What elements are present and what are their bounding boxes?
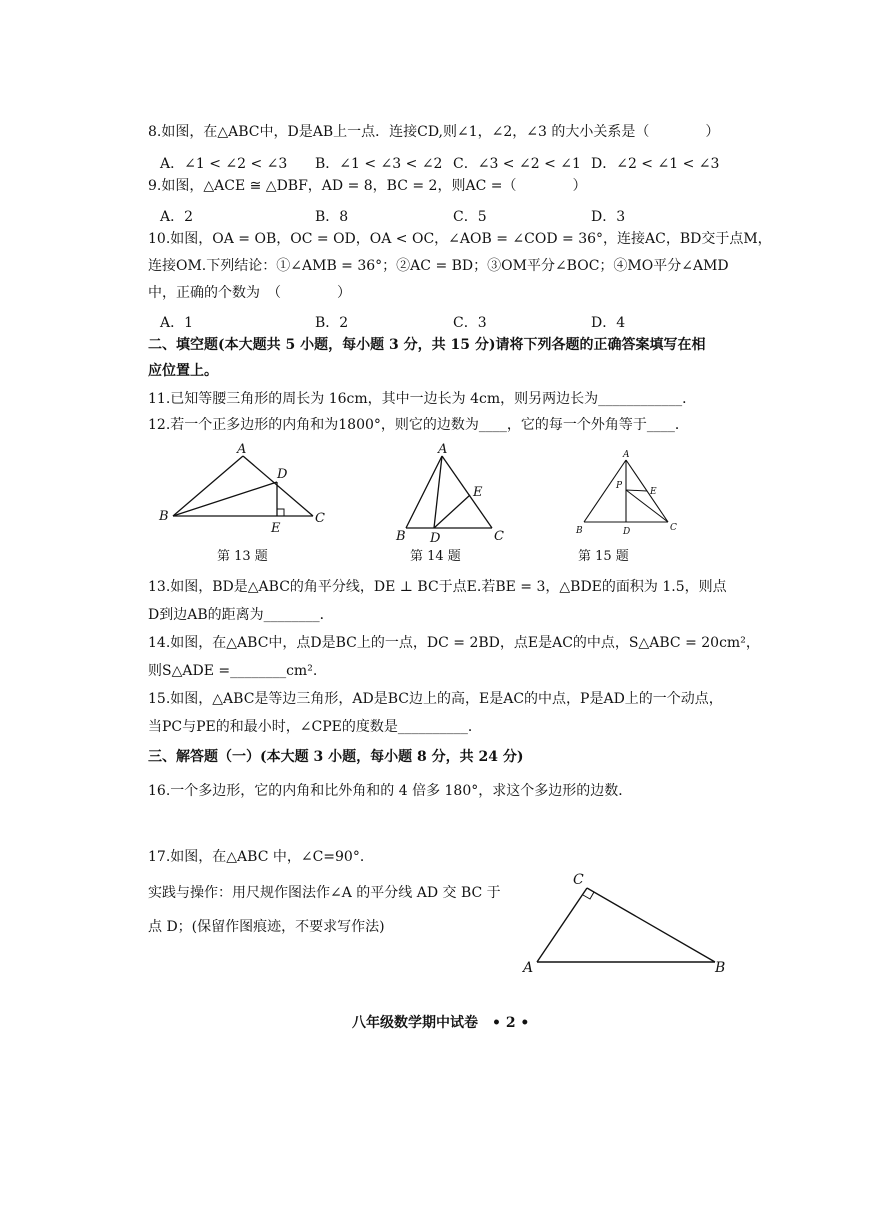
q9-stem: 9.如图，△ACE ≅ △DBF，AD = 8，BC = 2，则AC =（ ） — [148, 178, 587, 194]
q10-option-a: A．1 — [160, 315, 194, 331]
fig14-segment-ad — [434, 456, 442, 528]
q9-option-d: D．3 — [591, 209, 626, 225]
q8-option-d: D．∠2 < ∠1 < ∠3 — [591, 156, 720, 172]
q8-option-a: A．∠1 < ∠2 < ∠3 — [160, 156, 288, 172]
page-footer: 八年级数学期中试卷 • 2 • — [352, 1015, 530, 1031]
q8-option-b: B．∠1 < ∠3 < ∠2 — [315, 156, 443, 172]
fig13-label-d: D — [277, 467, 288, 482]
fig15-label-d: D — [623, 527, 631, 537]
q16-text: 16.一个多边形，它的内角和比外角和的 4 倍多 180°，求这个多边形的边数． — [148, 783, 633, 799]
q13-line2: D到边AB的距离为________． — [148, 607, 334, 623]
q15-line2: 当PC与PE的和最小时，∠CPE的度数是__________． — [148, 719, 482, 735]
fig15-label-b: B — [576, 526, 583, 536]
fig14-label-c: C — [494, 529, 504, 544]
fig17-right-angle-mark — [583, 892, 594, 899]
fig13-label-b: B — [159, 509, 169, 524]
fig15-caption: 第 15 题 — [578, 549, 629, 564]
figure-13 — [155, 440, 345, 570]
section2-heading-line2: 应位置上。 — [148, 363, 218, 379]
fig14-caption: 第 14 题 — [410, 549, 461, 564]
q12-text: 12.若一个正多边形的内角和为1800°，则它的边数为____，它的每一个外角等于____． — [148, 417, 689, 433]
fig17-segment-cb — [587, 888, 715, 962]
fig13-right-angle-mark — [277, 509, 284, 516]
q17-line2: 实践与操作：用尺规作图法作∠A 的平分线 AD 交 BC 于 — [148, 885, 501, 901]
fig13-segment-bd — [173, 482, 277, 516]
figure-17 — [515, 866, 745, 981]
fig17-label-c: C — [573, 872, 584, 888]
q8-option-c: C．∠3 < ∠2 < ∠1 — [453, 156, 581, 172]
fig13-label-c: C — [315, 511, 325, 526]
fig13-label-e: E — [271, 521, 281, 536]
q17-line1: 17.如图，在△ABC 中，∠C=90°． — [148, 849, 374, 865]
q10-option-c: C．3 — [453, 315, 487, 331]
fig15-segment-pe — [626, 490, 647, 491]
fig17-segment-ac — [537, 888, 587, 962]
fig15-segment-ab — [584, 460, 626, 522]
fig14-label-d: D — [430, 531, 441, 546]
fig13-label-a: A — [237, 442, 247, 457]
fig14-label-b: B — [396, 529, 406, 544]
fig15-segment-pc — [626, 490, 668, 522]
q10-option-b: B．2 — [315, 315, 349, 331]
fig17-label-a: A — [523, 960, 534, 976]
q10-line2: 连接OM.下列结论：①∠AMB = 36°；②AC = BD；③OM平分∠BOC；④MO平分∠AMD — [148, 258, 729, 274]
q14-line1: 14.如图，在△ABC中，点D是BC上的一点，DC = 2BD，点E是AC的中点，S△ABC = 20cm²， — [148, 635, 760, 651]
section3-heading: 三、解答题（一）(本大题 3 小题，每小题 8 分，共 24 分) — [148, 749, 524, 765]
fig14-segment-ac — [442, 456, 492, 528]
q10-option-d: D．4 — [591, 315, 626, 331]
fig13-segment-ac — [243, 456, 313, 516]
fig13-segment-ba — [173, 456, 243, 516]
q9-option-a: A．2 — [160, 209, 194, 225]
fig15-label-a: A — [623, 450, 630, 460]
q10-line1: 10.如图，OA = OB，OC = OD，OA < OC，∠AOB = ∠COD = 36°，连接AC，BD交于点M， — [148, 231, 772, 247]
fig14-label-e: E — [473, 485, 483, 500]
fig14-segment-de — [434, 495, 470, 528]
q8-stem: 8.如图，在△ABC中，D是AB上一点．连接CD,则∠1，∠2，∠3 的大小关系是（ ） — [148, 124, 720, 140]
figure-15 — [570, 446, 690, 570]
fig13-caption: 第 13 题 — [217, 549, 268, 564]
section2-heading-line1: 二、填空题(本大题共 5 小题，每小题 3 分，共 15 分)请将下列各题的正确答案填写在相 — [148, 337, 706, 353]
fig14-segment-ab — [406, 456, 442, 528]
q9-option-c: C．5 — [453, 209, 487, 225]
fig15-label-c: C — [670, 523, 677, 533]
figure-14 — [390, 442, 520, 570]
fig15-label-p: P — [616, 481, 623, 491]
fig14-label-a: A — [438, 442, 448, 457]
q13-line1: 13.如图，BD是△ABC的角平分线，DE ⊥ BC于点E.若BE = 3，△BDE的面积为 1.5，则点 — [148, 579, 727, 595]
q15-line1: 15.如图，△ABC是等边三角形，AD是BC边上的高，E是AC的中点，P是AD上的一个动点， — [148, 691, 723, 707]
q17-line3: 点 D；(保留作图痕迹，不要求写作法) — [148, 919, 385, 935]
q10-line3: 中，正确的个数为 （ ） — [148, 285, 351, 301]
q9-option-b: B．8 — [315, 209, 349, 225]
q11-text: 11.已知等腰三角形的周长为 16cm，其中一边长为 4cm，则另两边长为____________． — [148, 391, 697, 407]
fig17-label-b: B — [715, 960, 726, 976]
fig15-label-e: E — [650, 487, 657, 497]
q14-line2: 则S△ADE =________cm². — [148, 663, 318, 679]
